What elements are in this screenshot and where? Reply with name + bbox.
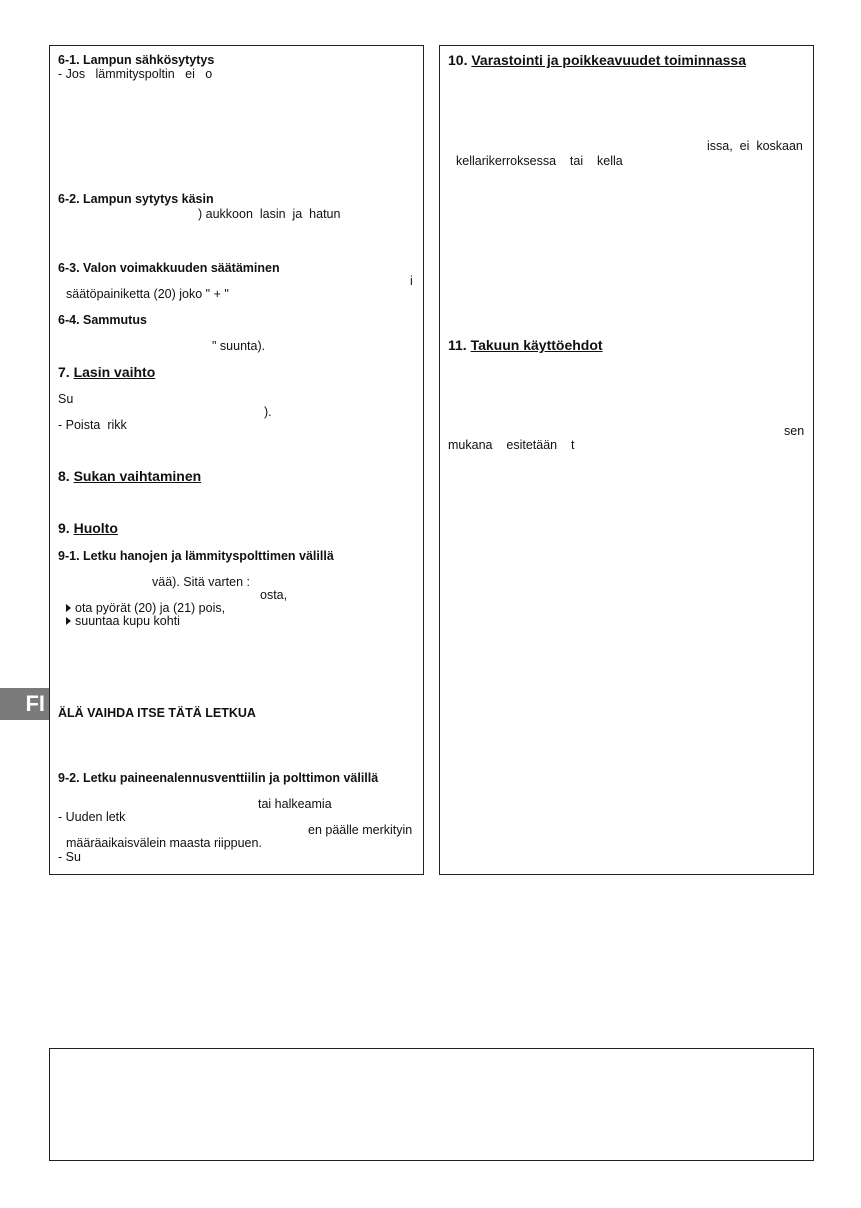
section-8-title: Sukan vaihtaminen (73, 468, 202, 484)
section-7-text-2: ). (264, 405, 272, 419)
section-9-2-text-2: - Uuden letk (58, 810, 126, 824)
bullet-2-text: suuntaa kupu kohti (75, 614, 180, 628)
section-11-text-1: sen (784, 424, 805, 438)
section-10-number: 10. (448, 52, 468, 68)
section-11-title: Takuun käyttöehdot (470, 337, 603, 353)
section-9-2-text-3: en päälle merkityin (308, 823, 413, 837)
section-9-2-text-5: - Su (58, 850, 81, 864)
section-6-1-text: - Jos lämmityspoltin ei o (58, 67, 213, 81)
section-9-2-text-4: määräaikaisvälein maasta riippuen. (66, 836, 262, 850)
bullet-arrow-icon (66, 604, 71, 612)
right-column-frame (439, 45, 814, 875)
section-7-heading (58, 364, 155, 380)
bottom-frame (49, 1048, 814, 1161)
section-9-title: Huolto (73, 520, 118, 536)
section-7-text-1: Su (58, 392, 74, 406)
left-column-frame (49, 45, 424, 875)
bullet-arrow-icon (66, 617, 71, 625)
section-7-number: 7. (58, 364, 70, 380)
section-9-1-text-1: vää). Sitä varten : (152, 575, 250, 589)
section-6-2-text: ) aukkoon lasin ja hatun (198, 207, 341, 221)
section-8-heading (58, 468, 201, 484)
section-9-2-title: 9-2. Letku paineenalennusventtiilin ja polttimon välillä (58, 771, 379, 785)
section-6-4-title: 6-4. Sammutus (58, 313, 147, 327)
section-6-3-text-1: i (410, 274, 413, 288)
section-10-heading (448, 52, 746, 68)
section-11-number: 11. (448, 337, 467, 353)
section-9-number: 9. (58, 520, 70, 536)
section-11-text-2: mukana esitetään t (448, 438, 575, 452)
section-7-title: Lasin vaihto (73, 364, 156, 380)
section-11-heading (448, 337, 603, 353)
section-6-4-text: " suunta). (212, 339, 266, 353)
section-9-1-text-2: osta, (260, 588, 288, 602)
section-6-2-title: 6-2. Lampun sytytys käsin (58, 192, 214, 206)
section-6-1-title: 6-1. Lampun sähkösytytys (58, 53, 215, 67)
section-6-3-text-2: säätöpainiketta (20) joko " + " (66, 287, 229, 301)
language-tab: FI (0, 688, 49, 720)
warning-text: ÄLÄ VAIHDA ITSE TÄTÄ LETKUA (58, 706, 256, 720)
section-10-text-2: kellarikerroksessa tai kella (456, 154, 623, 168)
section-7-text-3: - Poista rikk (58, 418, 127, 432)
section-9-1-title: 9-1. Letku hanojen ja lämmityspolttimen välillä (58, 549, 334, 563)
section-6-3-title: 6-3. Valon voimakkuuden säätäminen (58, 261, 280, 275)
section-9-1-bullet-2 (66, 614, 180, 628)
section-10-title: Varastointi ja poikkeavuudet toiminnassa (471, 52, 746, 68)
section-8-number: 8. (58, 468, 70, 484)
section-10-text-1: issa, ei koskaan (707, 139, 803, 153)
bullet-1-text: ota pyörät (20) ja (21) pois, (75, 601, 226, 615)
section-9-1-bullet-1 (66, 601, 225, 615)
section-9-heading (58, 520, 118, 536)
section-9-2-text-1: tai halkeamia (258, 797, 332, 811)
